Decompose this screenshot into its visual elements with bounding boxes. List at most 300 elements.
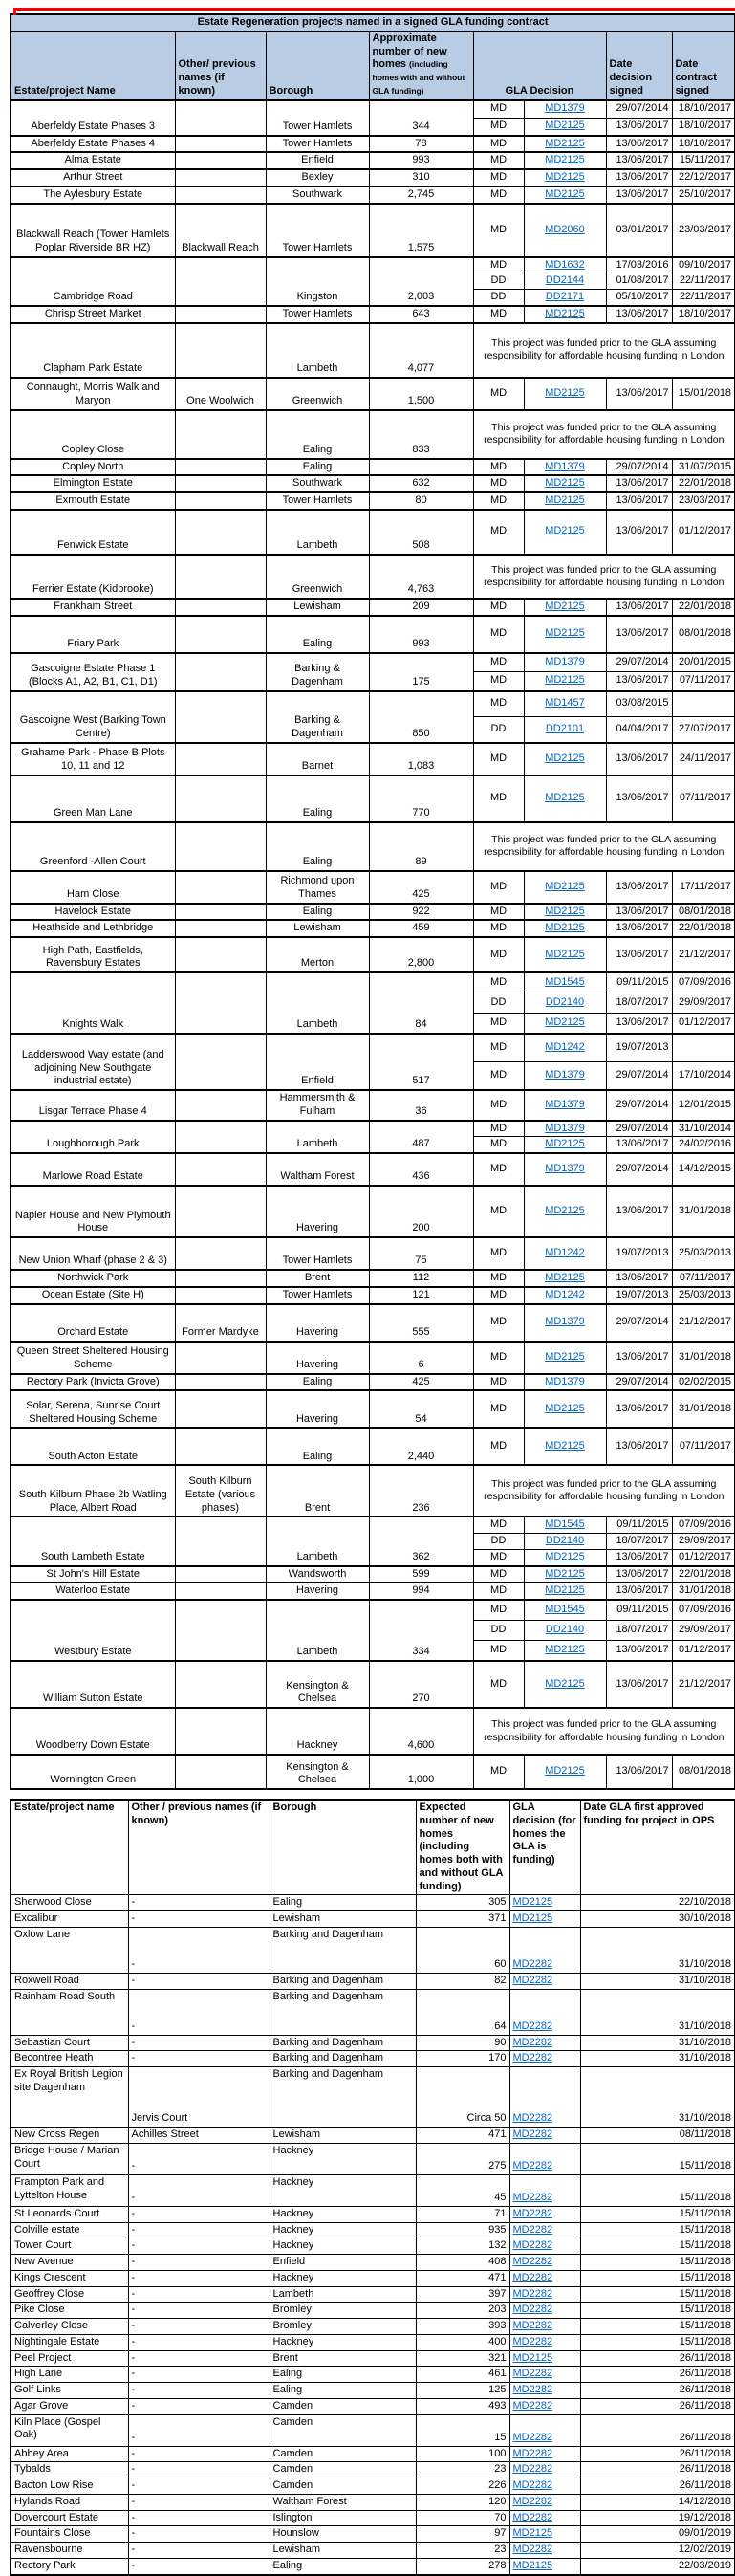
gla-decision-type-cell: MD (473, 1640, 524, 1661)
gla-decision-link[interactable]: MD2125 (512, 2351, 553, 2364)
project-row (11, 2367, 735, 2383)
homes-count-cell: 100 (416, 2446, 509, 2462)
gla-decision-link[interactable]: MD2125 (545, 1138, 585, 1150)
gla-decision-link[interactable]: MD1632 (545, 258, 585, 271)
gla-decision-link[interactable]: MD2282 (512, 2112, 553, 2125)
date-decision-signed-cell: 03/08/2015 (606, 691, 672, 717)
date-decision-signed-cell: 29/07/2014 (606, 1121, 672, 1137)
gla-decision-link[interactable]: MD1545 (545, 1518, 585, 1531)
gla-decision-link[interactable]: MD2282 (512, 2287, 553, 2300)
gla-decision-cell (509, 1911, 580, 1928)
project-name-cell: Orchard Estate (11, 1304, 175, 1342)
borough-cell: Hackney (266, 1708, 369, 1755)
homes-count-cell: 82 (416, 1973, 509, 1989)
gla-decision-link[interactable]: MD2282 (512, 2271, 553, 2283)
homes-count-cell: 112 (369, 1270, 473, 1287)
gla-decision-cell (509, 2543, 580, 2559)
gla-decision-type-cell: MD (473, 257, 524, 273)
project-name-cell: Rectory Park (11, 2558, 128, 2574)
borough-cell: Hounslow (270, 2526, 416, 2543)
homes-count-cell: 459 (369, 920, 473, 937)
borough-cell: Tower Hamlets (266, 100, 369, 136)
project-name-cell: New Avenue (11, 2255, 128, 2271)
homes-count-cell: 89 (369, 822, 473, 871)
project-row (11, 475, 735, 492)
gla-decision-link[interactable]: MD2282 (512, 2303, 553, 2316)
project-name-cell: Gascoigne Estate Phase 1 (Blocks A1, A2, B1, C1, D1) (11, 653, 175, 691)
borough-cell: Barking and Dagenham (270, 1989, 416, 2035)
date-contract-signed-cell: 31/07/2015 (672, 459, 735, 476)
homes-count-cell: 278 (416, 2558, 509, 2574)
project-row (11, 2319, 735, 2335)
project-row (11, 1895, 735, 1911)
gla-decision-link[interactable]: DD2171 (545, 291, 585, 302)
project-name-cell: Friary Park (11, 616, 175, 653)
borough-cell: Greenwich (266, 378, 369, 410)
gla-decision-link[interactable]: MD2282 (512, 2399, 553, 2412)
date-decision-signed-cell: 13/06/2017 (606, 599, 672, 616)
date-contract-signed-cell: 08/01/2018 (672, 904, 735, 921)
gla-decision-link[interactable]: MD2282 (512, 1974, 553, 1986)
other-names-cell (175, 1755, 266, 1789)
other-names-cell (175, 743, 266, 775)
homes-count-cell: 15 (416, 2414, 509, 2446)
homes-count-cell: 121 (369, 1287, 473, 1304)
date-contract-signed-cell: 08/01/2018 (672, 1755, 735, 1789)
gla-decision-link[interactable]: MD2125 (545, 187, 585, 200)
gla-decision-link[interactable]: MD2125 (545, 137, 585, 149)
date-approved-cell: 15/11/2018 (580, 2174, 735, 2206)
date-decision-signed-cell: 13/06/2017 (606, 1428, 672, 1465)
gla-decision-code-cell (524, 1517, 606, 1533)
gla-decision-link[interactable]: MD2125 (545, 525, 585, 537)
project-row (11, 1583, 735, 1600)
gla-decision-type-cell: MD (473, 306, 524, 323)
gla-decision-cell (509, 2303, 580, 2319)
gla-decision-link[interactable]: MD2282 (512, 2036, 553, 2048)
other-names-cell (175, 1600, 266, 1661)
gla-decision-link[interactable]: MD2282 (512, 2447, 553, 2459)
gla-decision-cell (509, 2255, 580, 2271)
col-header-expected-homes: Expected number of new homes (including homes both with and without GLA funding) (416, 1800, 509, 1895)
gla-decision-link[interactable]: MD1379 (545, 1069, 585, 1081)
gla-decision-cell (509, 2478, 580, 2495)
gla-decision-link[interactable]: MD2282 (512, 2128, 553, 2140)
homes-count-cell: 45 (416, 2174, 509, 2206)
borough-cell: Merton (266, 937, 369, 972)
homes-count-cell: 471 (416, 2270, 509, 2286)
date-contract-signed-cell: 25/03/2013 (672, 1287, 735, 1304)
project-name-cell: Northwick Park (11, 1270, 175, 1287)
gla-decision-code-cell (524, 169, 606, 186)
gla-decision-type-cell: MD (473, 743, 524, 775)
project-name-cell: Bridge House / Marian Court (11, 2143, 128, 2174)
project-row (11, 2414, 735, 2446)
gla-decision-code-cell (524, 1534, 606, 1550)
gla-decision-cell (509, 2143, 580, 2174)
borough-cell: Tower Hamlets (266, 1237, 369, 1270)
homes-count-cell: Circa 50 (416, 2067, 509, 2128)
borough-cell: Havering (266, 1304, 369, 1342)
homes-count-cell: 555 (369, 1304, 473, 1342)
gla-decision-link[interactable]: MD2125 (545, 752, 585, 764)
project-row (11, 1927, 735, 1973)
project-row (11, 2462, 735, 2478)
homes-count-cell: 64 (416, 1989, 509, 2035)
gla-decision-link[interactable]: MD2282 (512, 2256, 553, 2267)
borough-cell: Barking & Dagenham (266, 653, 369, 691)
date-decision-signed-cell: 13/06/2017 (606, 672, 672, 691)
gla-decision-code-cell (524, 1342, 606, 1374)
gla-decision-link[interactable]: MD2125 (545, 1402, 585, 1414)
gla-decision-link[interactable]: MD2282 (512, 2320, 553, 2331)
gla-decision-link[interactable]: MD2125 (545, 792, 585, 804)
other-names-cell: - (128, 2222, 270, 2238)
homes-count-cell: 2,745 (369, 186, 473, 204)
other-names-cell (175, 1428, 266, 1465)
project-name-cell: Ravensbourne (11, 2543, 128, 2559)
homes-count-cell: 334 (369, 1600, 473, 1661)
homes-count-cell: 408 (416, 2255, 509, 2271)
project-name-cell: Alma Estate (11, 152, 175, 169)
borough-cell: Barnet (266, 743, 369, 775)
gla-decision-link[interactable]: MD2282 (512, 2207, 553, 2219)
project-row (11, 169, 735, 186)
funded-prior-note: This project was funded prior to the GLA assuming responsibility for affordable housing funding in London (473, 410, 735, 459)
date-contract-signed-cell: 31/01/2018 (672, 1342, 735, 1374)
project-name-cell: High Lane (11, 2367, 128, 2383)
gla-decision-link[interactable]: MD2125 (545, 1567, 585, 1580)
gla-decision-link[interactable]: MD2125 (545, 386, 585, 399)
gla-decision-link[interactable]: MD1545 (545, 1604, 585, 1616)
gla-decision-link[interactable]: MD2125 (512, 2559, 553, 2571)
gla-decision-link[interactable]: MD2282 (512, 2479, 553, 2491)
project-row (11, 1374, 735, 1391)
gla-decision-code-cell (524, 871, 606, 904)
date-approved-cell: 31/10/2018 (580, 1989, 735, 2035)
gla-decision-link[interactable]: MD2125 (512, 2527, 553, 2540)
gla-decision-link[interactable]: MD2125 (545, 948, 585, 960)
gla-decision-code-cell (524, 1428, 606, 1465)
homes-count-cell: 487 (369, 1121, 473, 1154)
gla-decision-link[interactable]: MD2282 (512, 2384, 553, 2395)
gla-decision-link[interactable]: MD2282 (512, 2543, 553, 2555)
homes-count-cell: 236 (369, 1465, 473, 1517)
project-row (11, 2350, 735, 2367)
date-approved-cell: 26/11/2018 (580, 2367, 735, 2383)
date-contract-signed-cell: 07/09/2016 (672, 972, 735, 993)
date-decision-signed-cell: 29/07/2014 (606, 1090, 672, 1121)
other-names-cell: - (128, 2414, 270, 2446)
borough-cell: Ealing (266, 1374, 369, 1391)
gla-decision-code-cell (524, 273, 606, 290)
red-annotation-line (13, 8, 735, 11)
project-name-cell: Frankham Street (11, 599, 175, 616)
gla-decision-link[interactable]: MD1242 (545, 1288, 585, 1300)
col-header-other-names: Other / previous names (if known) (128, 1800, 270, 1895)
gla-decision-link[interactable]: MD1242 (545, 1247, 585, 1259)
date-decision-signed-cell: 13/06/2017 (606, 118, 672, 136)
other-names-cell (175, 1708, 266, 1755)
gla-decision-type-cell: MD (473, 1428, 524, 1465)
gla-decision-link[interactable]: MD2125 (512, 1896, 553, 1909)
gla-decision-code-cell (524, 1549, 606, 1565)
gla-decision-link[interactable]: DD2101 (545, 722, 585, 734)
homes-count-cell: 1,500 (369, 378, 473, 410)
project-name-cell: South Kilburn Phase 2b Watling Place, Albert Road (11, 1465, 175, 1517)
gla-decision-link[interactable]: MD1379 (545, 1316, 585, 1328)
date-contract-signed-cell: 22/01/2018 (672, 920, 735, 937)
other-names-cell (175, 1390, 266, 1428)
project-name-cell: Nightingale Estate (11, 2334, 128, 2350)
other-names-cell (175, 136, 266, 153)
gla-decision-link[interactable]: MD2125 (545, 477, 585, 490)
col-header-estate-name: Estate/project name (11, 1800, 128, 1895)
date-contract-signed-cell: 21/12/2017 (672, 1304, 735, 1342)
gla-decision-link[interactable]: MD2125 (545, 154, 585, 166)
gla-decision-link[interactable]: MD1379 (545, 1375, 585, 1387)
gla-decision-link[interactable]: MD2125 (512, 1912, 553, 1924)
gla-decision-link[interactable]: MD2282 (512, 2431, 553, 2443)
gla-decision-link[interactable]: MD1242 (545, 1041, 585, 1054)
gla-decision-link[interactable]: DD2144 (545, 274, 585, 287)
other-names-cell: - (128, 2383, 270, 2399)
project-row (11, 2270, 735, 2286)
project-name-cell: Arthur Street (11, 169, 175, 186)
gla-decision-code-cell (524, 775, 606, 822)
date-decision-signed-cell: 18/07/2017 (606, 1534, 672, 1550)
date-contract-signed-cell: 24/11/2017 (672, 743, 735, 775)
gla-decision-link[interactable]: MD2282 (512, 2223, 553, 2236)
gla-decision-link[interactable]: MD2282 (512, 2239, 553, 2252)
date-decision-signed-cell: 13/06/2017 (606, 1549, 672, 1565)
gla-decision-type-cell: MD (473, 1600, 524, 1621)
col-header-gla-decision: GLA Decision (473, 31, 606, 99)
borough-cell: Hackney (270, 2238, 416, 2255)
gla-decision-type-cell: MD (473, 475, 524, 492)
homes-count-cell: 400 (416, 2334, 509, 2350)
gla-decision-link[interactable]: MD2282 (512, 2019, 553, 2032)
borough-cell: Waltham Forest (270, 2494, 416, 2510)
gla-decision-code-cell (524, 599, 606, 616)
gla-decision-cell (509, 2350, 580, 2367)
other-names-cell (175, 100, 266, 136)
homes-count-cell (369, 459, 473, 476)
gla-decision-type-cell: MD (473, 672, 524, 691)
project-name-cell: Becontree Heath (11, 2051, 128, 2067)
gla-decision-cell (509, 2128, 580, 2144)
gla-decision-link[interactable]: MD1457 (545, 697, 585, 709)
gla-decision-type-cell: MD (473, 1566, 524, 1583)
homes-count-cell: 60 (416, 1927, 509, 1973)
gla-decision-link[interactable]: MD1379 (545, 1098, 585, 1110)
gla-decision-link[interactable]: MD2282 (512, 1958, 553, 1970)
homes-count-cell: 209 (369, 599, 473, 616)
other-names-cell (175, 1566, 266, 1583)
gla-decision-cell (509, 2035, 580, 2051)
homes-count-cell: 344 (369, 100, 473, 136)
project-name-cell: Rainham Road South (11, 1989, 128, 2035)
gla-decision-link[interactable]: MD2125 (545, 905, 585, 917)
project-row (11, 2206, 735, 2222)
gla-decision-type-cell: MD (473, 378, 524, 410)
gla-decision-cell (509, 2334, 580, 2350)
homes-count-cell: 833 (369, 410, 473, 459)
gla-decision-link[interactable]: MD2125 (545, 922, 585, 934)
gla-decision-type-cell: MD (473, 1390, 524, 1428)
gla-decision-link[interactable]: DD2140 (545, 1624, 585, 1636)
gla-decision-link[interactable]: MD2125 (545, 120, 585, 132)
gla-decision-type-cell: DD (473, 717, 524, 743)
gla-decision-code-cell (524, 1121, 606, 1137)
gla-decision-link[interactable]: MD2125 (545, 880, 585, 892)
borough-cell: Ealing (266, 459, 369, 476)
borough-cell: Lambeth (266, 972, 369, 1034)
borough-cell: Hackney (270, 2270, 416, 2286)
date-contract-signed-cell: 31/01/2018 (672, 1186, 735, 1237)
homes-count-cell: 90 (416, 2035, 509, 2051)
date-approved-cell: 14/12/2018 (580, 2494, 735, 2510)
other-names-cell (175, 1034, 266, 1090)
gla-decision-link[interactable]: MD1379 (545, 102, 585, 115)
date-decision-signed-cell: 13/06/2017 (606, 1390, 672, 1428)
date-decision-signed-cell: 13/06/2017 (606, 492, 672, 510)
other-names-cell (175, 1517, 266, 1565)
gla-decision-link[interactable]: MD2282 (512, 2495, 553, 2507)
homes-count-cell: 125 (416, 2383, 509, 2399)
date-contract-signed-cell: 07/11/2017 (672, 672, 735, 691)
gla-decision-link[interactable]: MD2282 (512, 2463, 553, 2476)
gla-decision-cell (509, 2558, 580, 2574)
gla-decision-link[interactable]: MD2125 (545, 1016, 585, 1029)
homes-count-cell: 71 (416, 2206, 509, 2222)
gla-decision-code-cell (524, 920, 606, 937)
borough-cell: Ealing (266, 1428, 369, 1465)
project-row (11, 1304, 735, 1342)
other-names-cell (175, 972, 266, 1034)
other-names-cell: - (128, 2334, 270, 2350)
project-name-cell: Frampton Park and Lyttelton House (11, 2174, 128, 2206)
other-names-cell (175, 653, 266, 691)
gla-decision-link[interactable]: MD2282 (512, 2160, 553, 2172)
gla-decision-link[interactable]: MD1379 (545, 1163, 585, 1175)
homes-count-cell: 321 (416, 2350, 509, 2367)
homes-count-cell: 70 (416, 2510, 509, 2526)
gla-decision-link[interactable]: MD2282 (512, 2335, 553, 2347)
gla-decision-link[interactable]: MD2282 (512, 2368, 553, 2380)
gla-decision-link[interactable]: MD2125 (545, 1205, 585, 1217)
project-name-cell: Havelock Estate (11, 904, 175, 921)
borough-cell: Enfield (266, 152, 369, 169)
gla-decision-code-cell (524, 378, 606, 410)
gla-decision-type-cell: MD (473, 920, 524, 937)
borough-cell: Tower Hamlets (266, 306, 369, 323)
homes-count-cell: 599 (369, 1566, 473, 1583)
homes-count-cell: 226 (416, 2478, 509, 2495)
gla-decision-link[interactable]: MD2125 (545, 1765, 585, 1778)
borough-cell: Ealing (270, 2558, 416, 2574)
gla-decision-code-cell (524, 972, 606, 993)
project-row (11, 1428, 735, 1465)
funded-prior-note: This project was funded prior to the GLA assuming responsibility for affordable housing funding in London (473, 323, 735, 378)
other-names-cell: - (128, 1927, 270, 1973)
gla-decision-link[interactable]: MD2282 (512, 2052, 553, 2064)
col-header-homes (369, 31, 473, 99)
gla-decision-link[interactable]: MD1379 (545, 655, 585, 667)
gla-decision-link[interactable]: MD2125 (545, 674, 585, 687)
gla-decision-link[interactable]: MD1379 (545, 460, 585, 472)
gla-decision-link[interactable]: MD1545 (545, 976, 585, 989)
date-contract-signed-cell: 20/01/2015 (672, 653, 735, 672)
gla-decision-link[interactable]: MD2125 (545, 171, 585, 183)
gla-decision-link[interactable]: MD2125 (545, 627, 585, 640)
homes-count-cell: 2,800 (369, 937, 473, 972)
gla-decision-link[interactable]: MD2125 (545, 1350, 585, 1363)
project-name-cell: South Acton Estate (11, 1428, 175, 1465)
date-decision-signed-cell: 13/06/2017 (606, 1013, 672, 1034)
gla-decision-link[interactable]: MD2125 (545, 494, 585, 506)
gla-decision-link[interactable]: MD2125 (545, 1550, 585, 1562)
homes-count-cell: 461 (416, 2367, 509, 2383)
project-row (11, 2543, 735, 2559)
gla-decision-link[interactable]: MD2125 (545, 1439, 585, 1452)
gla-decision-link[interactable]: MD2125 (545, 600, 585, 612)
date-approved-cell: 15/11/2018 (580, 2222, 735, 2238)
col-header-other-names: Other/ previous names (if known) (175, 31, 266, 99)
date-decision-signed-cell: 17/03/2016 (606, 257, 672, 273)
gla-decision-link[interactable]: MD2125 (545, 1677, 585, 1690)
gla-decision-code-cell (524, 100, 606, 119)
borough-cell: Ealing (270, 2367, 416, 2383)
date-approved-cell: 15/11/2018 (580, 2143, 735, 2174)
project-row (11, 2174, 735, 2206)
other-names-cell: - (128, 2035, 270, 2051)
gla-decision-link[interactable]: MD2282 (512, 2511, 553, 2523)
gla-decision-link[interactable]: MD2125 (545, 1272, 585, 1283)
other-names-cell (175, 1342, 266, 1374)
gla-decision-code-cell (524, 290, 606, 306)
project-row (11, 1034, 735, 1062)
gla-decision-link[interactable]: MD2282 (512, 2192, 553, 2203)
date-decision-signed-cell: 13/06/2017 (606, 1640, 672, 1661)
date-contract-signed-cell: 18/10/2017 (672, 118, 735, 136)
date-decision-signed-cell: 13/06/2017 (606, 616, 672, 653)
gla-decision-link[interactable]: DD2140 (545, 996, 585, 1009)
other-names-cell: - (128, 2303, 270, 2319)
gla-decision-link[interactable]: DD2140 (545, 1535, 585, 1546)
project-name-cell: Oxlow Lane (11, 1927, 128, 1973)
borough-cell: Kingston (266, 257, 369, 306)
project-name-cell: Waterloo Estate (11, 1583, 175, 1600)
gla-decision-code-cell (524, 904, 606, 921)
borough-cell: Barking and Dagenham (270, 2067, 416, 2128)
project-row (11, 599, 735, 616)
gla-decision-link[interactable]: MD2060 (545, 223, 585, 235)
gla-decision-link[interactable]: MD2125 (545, 1644, 585, 1656)
date-contract-signed-cell: 07/11/2017 (672, 775, 735, 822)
gla-decision-link[interactable]: MD2125 (545, 307, 585, 319)
project-row (11, 2478, 735, 2495)
gla-decision-type-cell: MD (473, 204, 524, 257)
other-names-cell: Jervis Court (128, 2067, 270, 2128)
gla-decision-type-cell: MD (473, 1549, 524, 1565)
date-contract-signed-cell: 29/09/2017 (672, 993, 735, 1014)
gla-decision-link[interactable]: MD1379 (545, 1122, 585, 1134)
borough-cell: Greenwich (266, 555, 369, 599)
date-contract-signed-cell: 31/10/2014 (672, 1121, 735, 1137)
gla-decision-type-cell: MD (473, 1287, 524, 1304)
gla-decision-link[interactable]: MD2125 (545, 1584, 585, 1597)
